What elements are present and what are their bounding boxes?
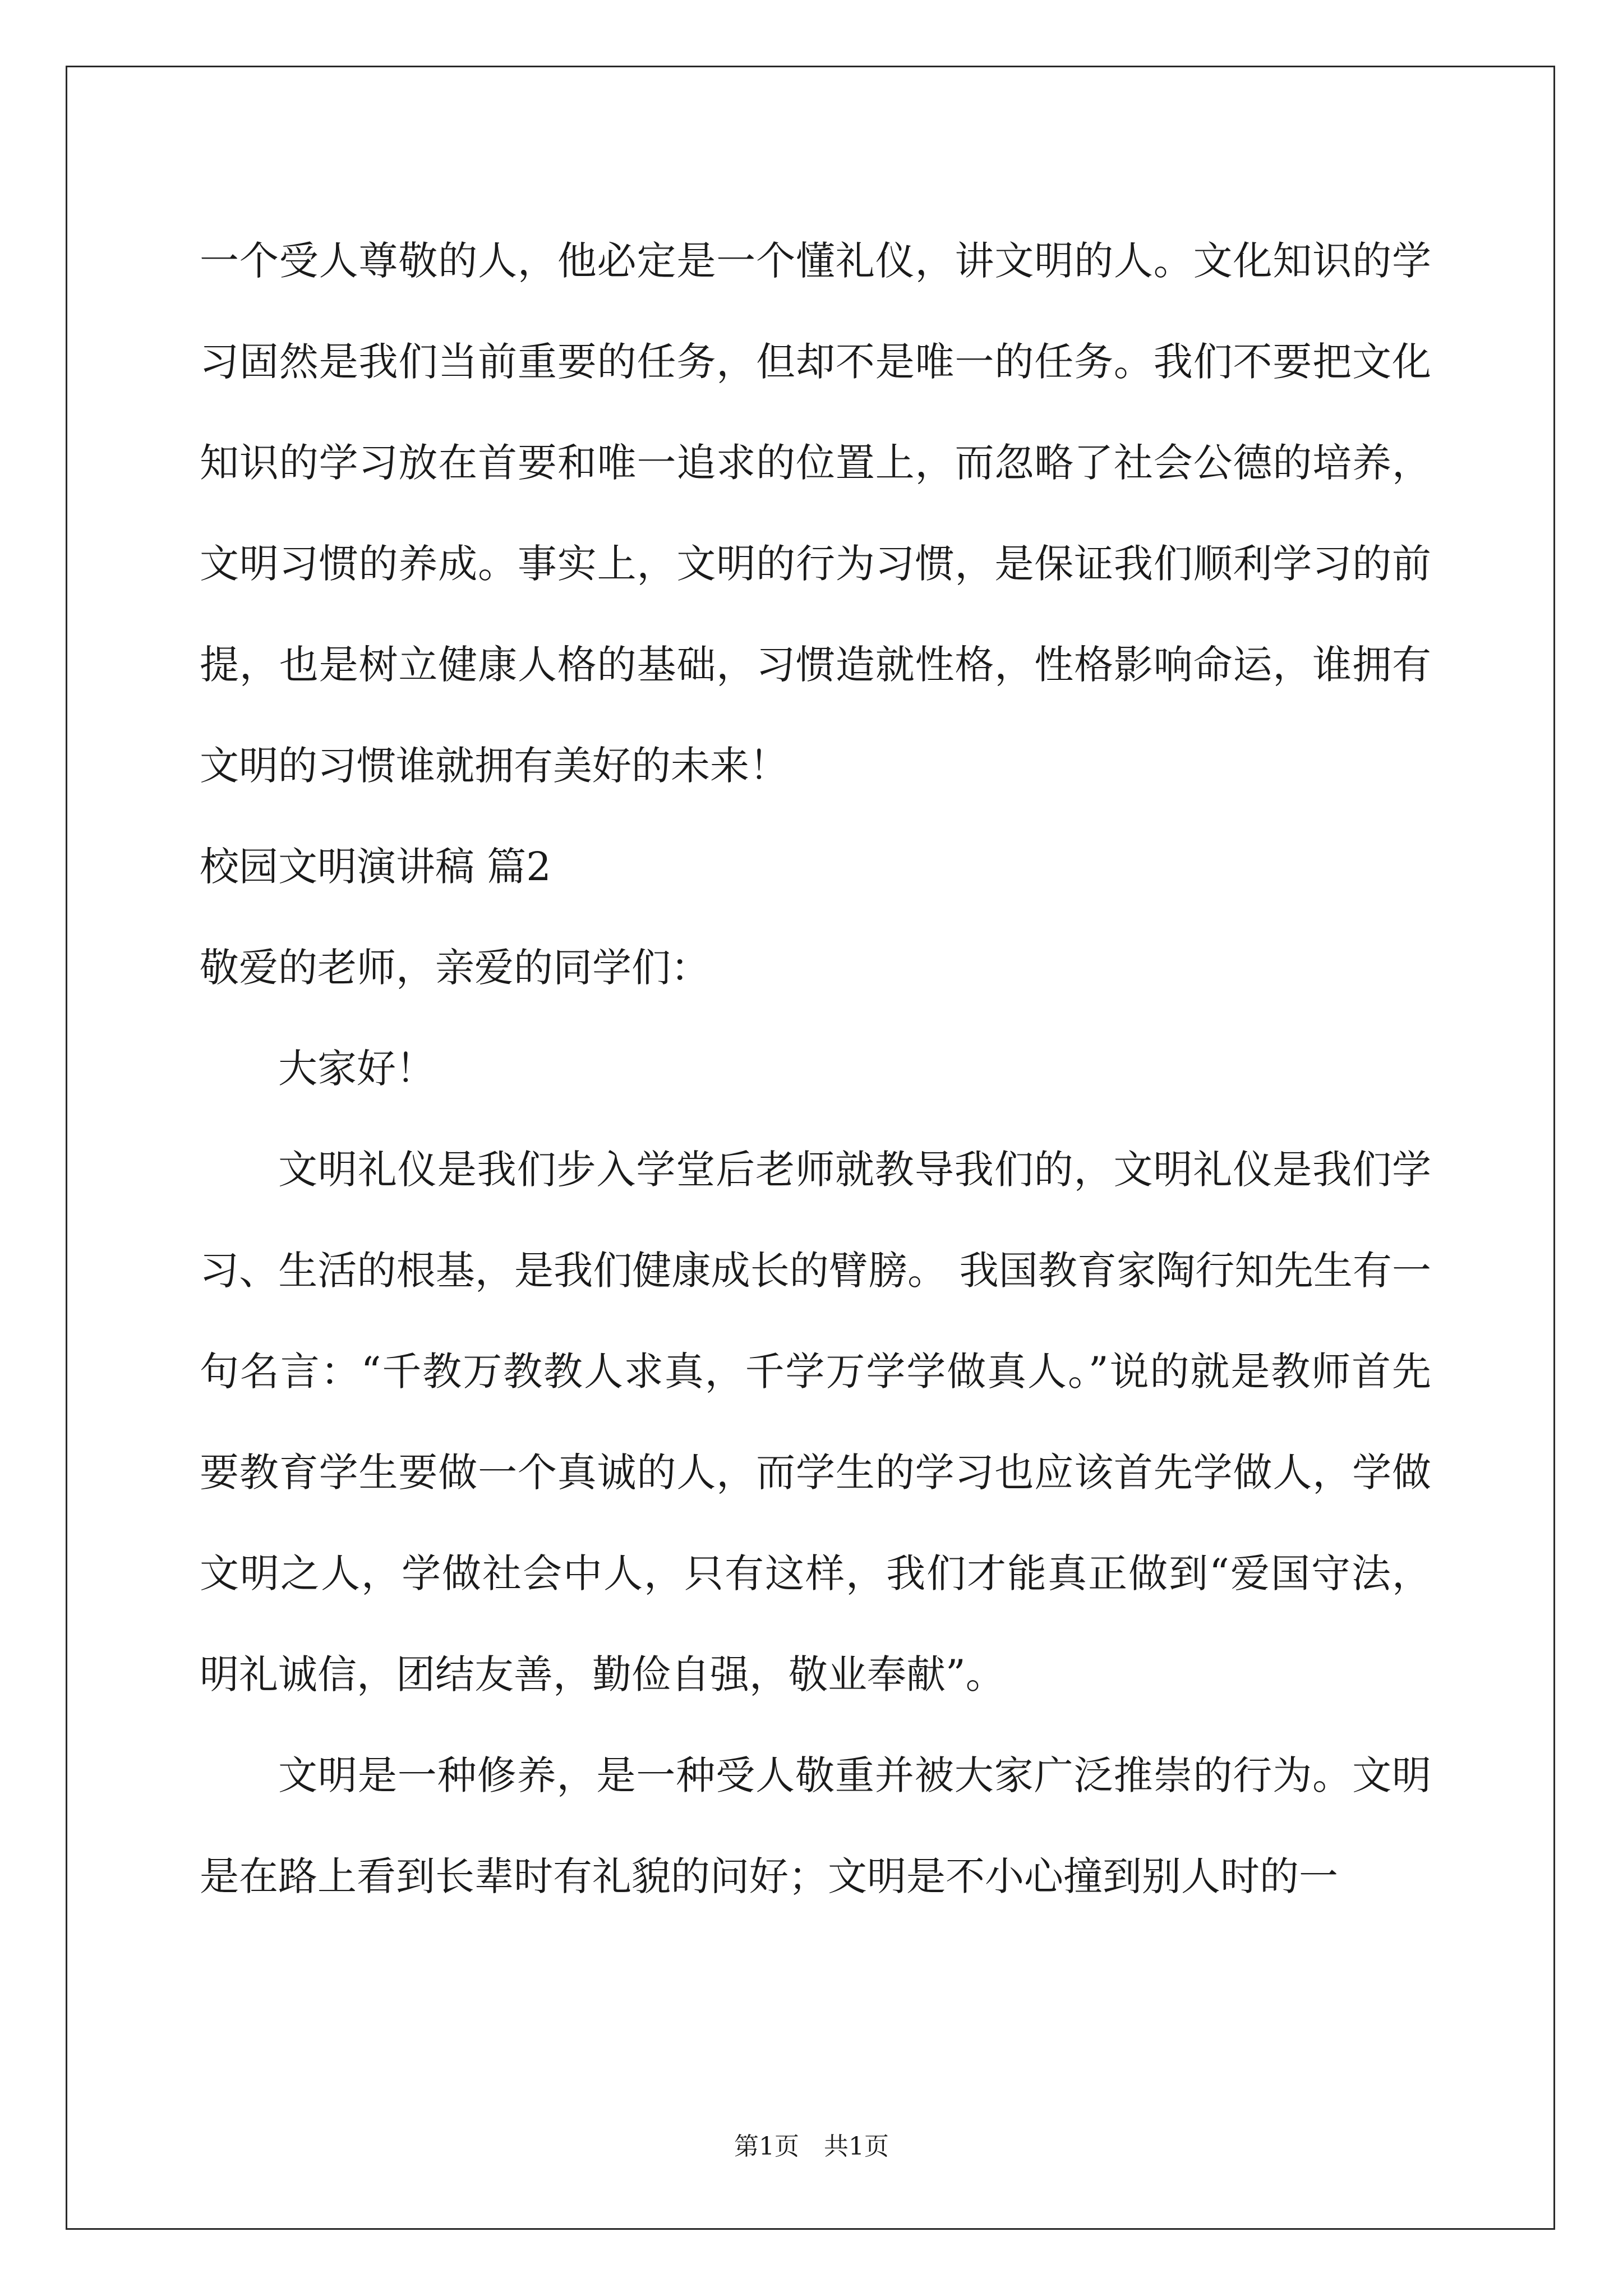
- greeting: 大家好！: [278, 1046, 435, 1092]
- paragraph-intro: 一个受人尊敬的人，他必定是一个懂礼仪，讲文明的人。文化知识的学习固然是我们当前重要的任务，但却不是唯一的任务。我们不要把文化知识的学习放在首要和唯一追求的位置上，而忽略了社会公德的培养，文明习惯的养成。事实上，文明的行为习惯，是保证我们顺利学习的前提，也是树立健康人格的基础，习惯造就性格，性格影响命运，谁拥有文明的习惯谁就拥有美好的未来！: [200, 238, 1431, 789]
- paragraph-etiquette: 文明礼仪是我们步入学堂后老师就教导我们的，文明礼仪是我们学习、生活的根基，是我们健康成长的臂膀。 我国教育家陶行知先生有一句名言：“千教万教教人求真，千学万学学做真人。”说的就是教师首先要教育学生要做一个真诚的人，而学生的学习也应该首先学做人，学做文明之人，学做社会中人，只有这样，我们才能真正做到“爱国守法，明礼诚信，团结友善，勤俭自强，敬业奉献”。: [200, 1147, 1431, 1697]
- section-title: 校园文明演讲稿 篇2: [200, 844, 551, 890]
- salutation: 敬爱的老师，亲爱的同学们：: [200, 945, 710, 991]
- paragraph-civility: 文明是一种修养，是一种受人敬重并被大家广泛推崇的行为。文明是在路上看到长辈时有礼貌的问好；文明是不小心撞到别人时的一: [200, 1752, 1431, 1899]
- page-footer: 第1页 共1页: [734, 2132, 889, 2161]
- document-body: [200, 210, 1431, 1927]
